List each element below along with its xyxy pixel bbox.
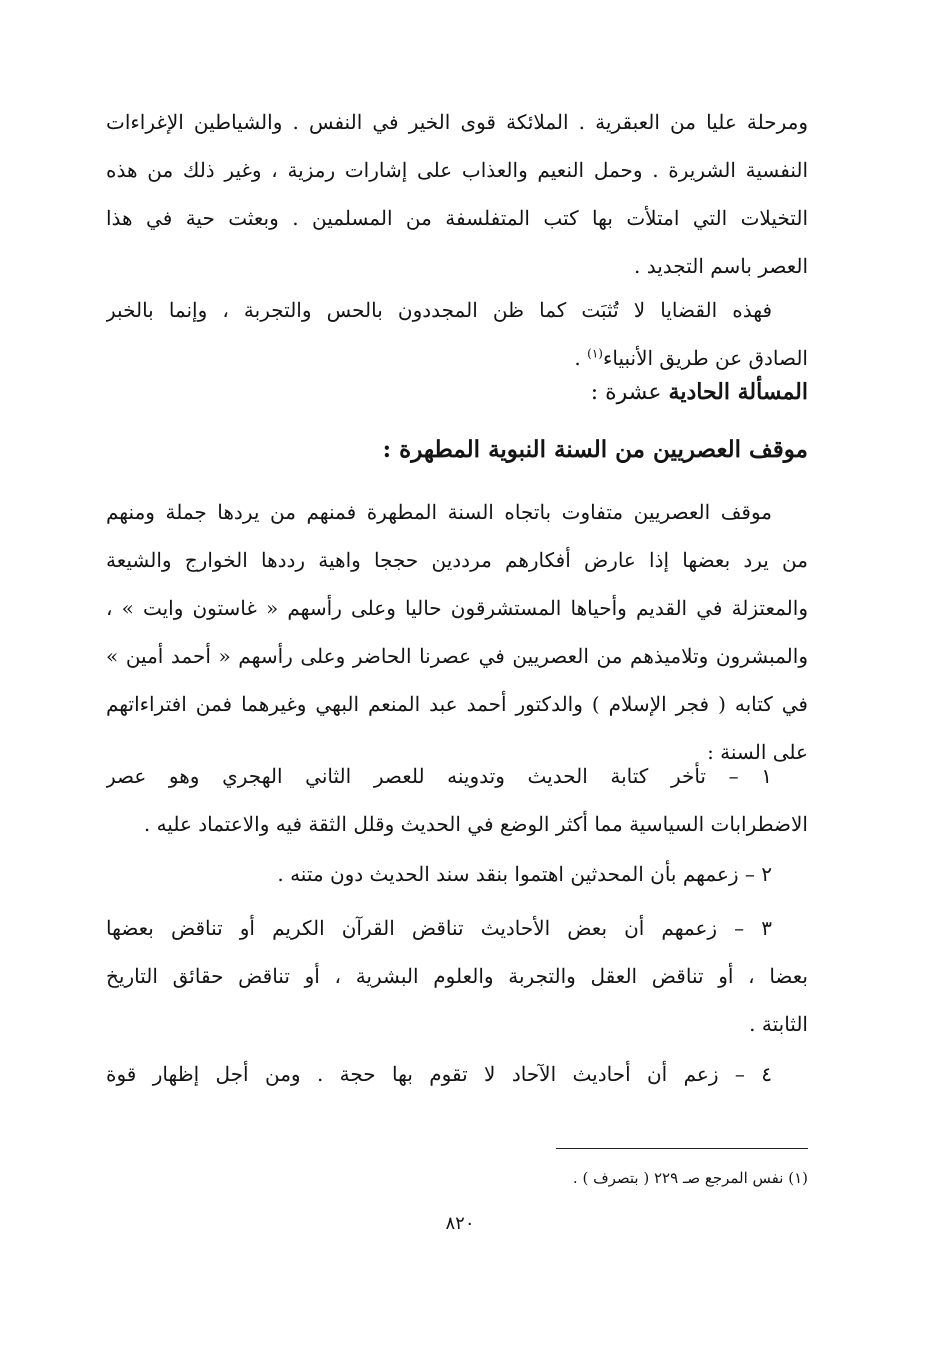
page-number: ٨٢٠ (445, 1213, 475, 1234)
text-line: من يرد بعضها إذا عارض أفكارهم مرددين حججا واهية رددها الخوارج والشيعة (106, 548, 808, 572)
text-fragment: . (574, 346, 588, 370)
footnote-reference: (١) (587, 346, 603, 361)
text-line: ٤ – زعم أن أحاديث الآحاد لا تقوم بها حجة . ومن أجل إظهار قوة (106, 1062, 772, 1086)
text-line: التخيلات التي امتلأت بها كتب المتفلسفة من المسلمين . وبعثت حية في هذا (106, 206, 808, 230)
text-line: ومرحلة عليا من العبقرية . الملائكة قوى الخير في النفس . والشياطين الإغراءات (106, 110, 808, 134)
list-item-1 (106, 752, 808, 848)
paragraph-1 (106, 98, 808, 290)
text-line: فهذه القضايا لا تُثبَت كما ظن المجددون بالحس والتجربة ، وإنما بالخبر (106, 298, 772, 322)
list-item-3 (106, 904, 808, 1048)
footnote-divider (556, 1148, 808, 1149)
issue-heading-bold: المسألة الحادية (668, 379, 808, 405)
text-line: والمبشرون وتلاميذهم من العصريين في عصرنا الحاضر وعلى رأسهم « أحمد أمين » (106, 644, 808, 668)
text-line: ١ – تأخر كتابة الحديث وتدوينه للعصر الثاني الهجري وهو عصر (106, 764, 772, 788)
section-heading: موقف العصريين من السنة النبوية المطهرة : (382, 436, 808, 463)
footnote-text: نفس المرجع صـ ٢٢٩ ( بتصرف ) . (572, 1169, 789, 1187)
list-item-2 (106, 850, 808, 898)
list-item-4 (106, 1050, 808, 1098)
issue-heading-rest: عشرة : (590, 380, 669, 405)
text-line: الاضطرابات السياسية مما أكثر الوضع في الحديث وقلل الثقة فيه والاعتماد عليه . (143, 812, 808, 836)
footnote (106, 1166, 808, 1190)
text-line: الثابتة . (749, 1012, 808, 1036)
text-line: النفسية الشريرة . وحمل النعيم والعذاب على إشارات رمزية ، وغير ذلك من هذه (106, 158, 808, 182)
paragraph-2 (106, 286, 808, 382)
issue-heading (106, 372, 808, 413)
text-line: موقف العصريين متفاوت باتجاه السنة المطهرة فمنهم من يردها جملة ومنهم (106, 500, 772, 524)
text-line: العصر باسم التجديد . (634, 254, 808, 278)
text-line: والمعتزلة في القديم وأحياها المستشرقون حاليا وعلى رأسهم « غاستون وايت » ، (106, 596, 808, 620)
paragraph-3 (106, 488, 808, 776)
footnote-marker: (١) (788, 1169, 808, 1187)
text-line: ٢ – زعمهم بأن المحدثين اهتموا بنقد سند الحديث دون متنه . (277, 862, 772, 886)
text-line: بعضا ، أو تناقض العقل والتجربة والعلوم البشرية ، أو تناقض حقائق التاريخ (106, 964, 808, 988)
text-fragment: الصادق عن طريق الأنبياء (602, 346, 808, 370)
text-line: على السنة : (707, 740, 808, 764)
text-line: في كتابه ( فجر الإسلام ) والدكتور أحمد عبد المنعم البهي وغيرهما فمن افتراءاتهم (106, 692, 808, 716)
text-line: ٣ – زعمهم أن بعض الأحاديث تناقض القرآن الكريم أو تناقض بعضها (106, 916, 772, 940)
